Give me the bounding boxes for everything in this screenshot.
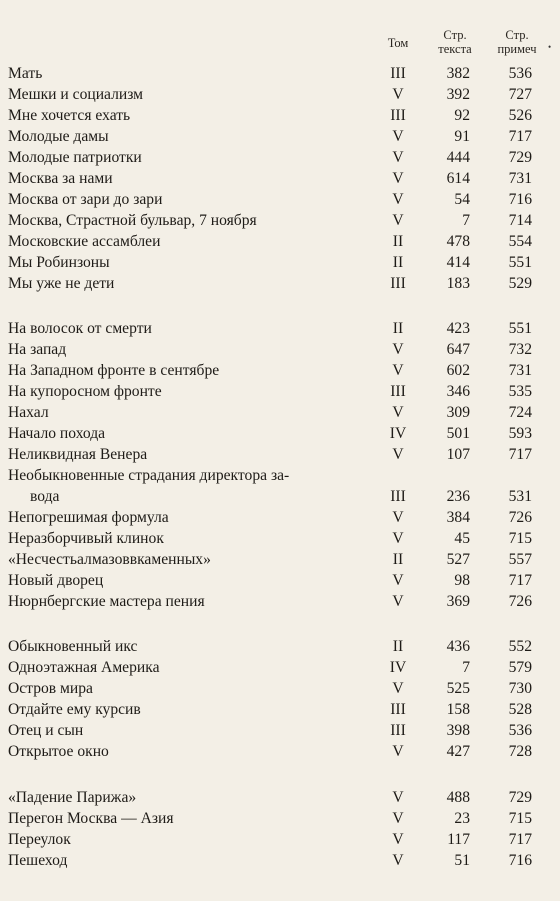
entry-volume: II [392, 551, 404, 568]
index-entry [0, 658, 560, 678]
entry-page-text: 91 [454, 128, 470, 145]
entry-volume: V [392, 86, 404, 103]
entry-page-notes: 714 [508, 212, 532, 229]
entry-title: Мешки и социализм [8, 86, 144, 103]
entry-page-text: 527 [446, 551, 470, 568]
index-entry [0, 382, 560, 402]
header-page-text-line2: текста [438, 42, 472, 56]
entry-volume: III [390, 722, 406, 739]
entry-page-notes: 729 [508, 149, 532, 166]
entry-page-text: 444 [446, 149, 470, 166]
entry-page-text: 423 [446, 320, 470, 337]
entry-title: Одноэтажная Америка [8, 659, 160, 676]
entry-page-text: 369 [446, 593, 470, 610]
entry-page-notes: 731 [508, 170, 532, 187]
entry-page-notes: 724 [508, 404, 532, 421]
entry-volume: V [392, 446, 404, 463]
entry-page-notes: 529 [508, 275, 532, 292]
entry-page-notes: 728 [508, 743, 532, 760]
entry-volume: II [392, 320, 404, 337]
entry-title: Неликвидная Венера [8, 446, 148, 463]
entry-volume: V [392, 404, 404, 421]
entry-title: Отец и сын [8, 722, 84, 739]
entry-title: Молодые патриотки [8, 149, 142, 166]
index-entry [0, 592, 560, 612]
entry-page-text: 384 [446, 509, 470, 526]
entry-page-notes: 726 [508, 509, 532, 526]
entry-volume: III [390, 107, 406, 124]
entry-title: Открытое окно [8, 743, 109, 760]
entry-title: Мне хочется ехать [8, 107, 131, 124]
entry-page-notes: 536 [508, 65, 532, 82]
entry-page-notes: 526 [508, 107, 532, 124]
entry-page-text: 398 [446, 722, 470, 739]
entry-volume: III [390, 701, 406, 718]
entry-page-notes: 717 [508, 446, 532, 463]
entry-title: Нахал [8, 404, 49, 421]
header-page-notes-line2: примеч [497, 42, 537, 56]
entry-volume: V [392, 509, 404, 526]
entry-title: Неразборчивый клинок [8, 530, 164, 547]
entry-page-notes: 727 [508, 86, 532, 103]
entry-title: Мы Робинзоны [8, 254, 110, 271]
index-entry [0, 424, 560, 444]
entry-volume: V [392, 572, 404, 589]
entry-page-text: 392 [446, 86, 470, 103]
entry-title: Мы уже не дети [8, 275, 115, 292]
entry-page-text: 647 [446, 341, 470, 358]
index-entry [0, 169, 560, 189]
header-page-text-line1: Стр. [443, 28, 467, 42]
entry-page-text: 7 [462, 659, 470, 676]
entry-page-text: 183 [446, 275, 470, 292]
entry-title: Мать [8, 65, 43, 82]
entry-volume: V [392, 341, 404, 358]
entry-volume: V [392, 530, 404, 547]
entry-page-text: 501 [446, 425, 470, 442]
entry-title: Необыкновенные страдания директора за- [8, 467, 290, 484]
header-page-text [430, 28, 480, 56]
entry-title: вода [30, 488, 60, 505]
entry-volume: III [390, 275, 406, 292]
entry-page-notes: 715 [508, 810, 532, 827]
entry-page-text: 436 [446, 638, 470, 655]
entry-title: На волосок от смерти [8, 320, 152, 337]
entry-page-notes: 536 [508, 722, 532, 739]
entry-title: Пешеход [8, 852, 68, 869]
entry-page-text: 488 [446, 789, 470, 806]
entry-page-text: 92 [454, 107, 470, 124]
entry-volume: V [392, 831, 404, 848]
index-entry [0, 700, 560, 720]
entry-page-notes: 726 [508, 593, 532, 610]
index-entry [0, 403, 560, 423]
entry-volume: V [392, 810, 404, 827]
entry-title: На запад [8, 341, 67, 358]
entry-page-notes: 717 [508, 572, 532, 589]
index-entry [0, 64, 560, 84]
entry-title: Непогрешимая формула [8, 509, 169, 526]
entry-page-text: 382 [446, 65, 470, 82]
header-page-notes-line1: Стр. [505, 28, 529, 42]
entry-page-notes: 717 [508, 831, 532, 848]
entry-title: На купоросном фронте [8, 383, 162, 400]
entry-title: «Падение Парижа» [8, 789, 137, 806]
index-entry [0, 550, 560, 570]
entry-page-notes: 715 [508, 530, 532, 547]
header-volume: Том [387, 36, 409, 50]
entry-title: Новый дворец [8, 572, 104, 589]
entry-volume: III [390, 383, 406, 400]
index-entry [0, 721, 560, 741]
index-entry [0, 679, 560, 699]
index-entry [0, 830, 560, 850]
entry-page-notes: 716 [508, 191, 532, 208]
index-entry [0, 809, 560, 829]
entry-volume: II [392, 638, 404, 655]
entry-volume: V [392, 149, 404, 166]
entry-page-notes: 579 [508, 659, 532, 676]
entry-title: Переулок [8, 831, 71, 848]
entry-page-notes: 593 [508, 425, 532, 442]
entry-page-notes: 531 [508, 488, 532, 505]
entry-page-text: 45 [454, 530, 470, 547]
entry-volume: V [392, 789, 404, 806]
entry-title: Молодые дамы [8, 128, 109, 145]
entry-volume: V [392, 212, 404, 229]
entry-page-notes: 528 [508, 701, 532, 718]
entry-title: Остров мира [8, 680, 93, 697]
entry-volume: V [392, 128, 404, 145]
entry-page-text: 23 [454, 810, 470, 827]
entry-page-notes: 551 [508, 320, 532, 337]
entry-volume: IV [389, 659, 407, 676]
index-entry [0, 253, 560, 273]
entry-page-text: 614 [446, 170, 470, 187]
index-entry [0, 571, 560, 591]
entry-volume: V [392, 852, 404, 869]
entry-volume: V [392, 593, 404, 610]
index-entry [0, 127, 560, 147]
entry-page-text: 7 [462, 212, 470, 229]
entry-page-notes: 535 [508, 383, 532, 400]
entry-page-text: 51 [454, 852, 470, 869]
entry-page-text: 346 [446, 383, 470, 400]
entry-page-text: 525 [446, 680, 470, 697]
entry-title: Обыкновенный икс [8, 638, 138, 655]
header-marker: • [548, 42, 552, 52]
index-entry [0, 106, 560, 126]
entry-page-text: 478 [446, 233, 470, 250]
index-entry [0, 637, 560, 657]
entry-page-text: 602 [446, 362, 470, 379]
entry-page-notes: 551 [508, 254, 532, 271]
index-entry [0, 340, 560, 360]
entry-page-text: 117 [447, 831, 470, 848]
entry-title: Москва от зари до зари [8, 191, 163, 208]
entry-title: Отдайте ему курсив [8, 701, 141, 718]
entry-page-text: 54 [454, 191, 470, 208]
index-entry [0, 445, 560, 465]
entry-title: Москва, Страстной бульвар, 7 ноября [8, 212, 257, 229]
entry-page-text: 427 [446, 743, 470, 760]
index-entry [0, 274, 560, 294]
entry-volume: V [392, 743, 404, 760]
entry-title: Москва за нами [8, 170, 113, 187]
entry-volume: III [390, 488, 406, 505]
entry-page-notes: 554 [508, 233, 532, 250]
entry-title: На Западном фронте в сентябре [8, 362, 220, 379]
entry-volume: V [392, 191, 404, 208]
entry-page-text: 158 [446, 701, 470, 718]
entry-volume: II [392, 254, 404, 271]
index-entry [0, 487, 560, 507]
entry-volume: IV [389, 425, 407, 442]
entry-volume: III [390, 65, 406, 82]
entry-page-text: 309 [446, 404, 470, 421]
entry-page-text: 414 [446, 254, 470, 271]
index-entry [0, 742, 560, 762]
index-entry [0, 319, 560, 339]
entry-volume: II [392, 233, 404, 250]
entry-volume: V [392, 680, 404, 697]
index-entry [0, 85, 560, 105]
entry-page-text: 236 [446, 488, 470, 505]
entry-page-notes: 732 [508, 341, 532, 358]
index-entry [0, 190, 560, 210]
index-entry [0, 211, 560, 231]
entry-title: Московские ассамблеи [8, 233, 161, 250]
entry-page-text: 98 [454, 572, 470, 589]
index-entry [0, 788, 560, 808]
index-entry [0, 232, 560, 252]
entry-page-notes: 716 [508, 852, 532, 869]
entry-volume: V [392, 170, 404, 187]
entry-page-notes: 717 [508, 128, 532, 145]
index-entry [0, 529, 560, 549]
entry-page-notes: 730 [508, 680, 532, 697]
entry-title: Начало похода [8, 425, 106, 442]
entry-page-notes: 729 [508, 789, 532, 806]
entry-page-text: 107 [446, 446, 470, 463]
entry-title: «Несчестьалмазоввкаменных» [8, 551, 211, 568]
entry-volume: V [392, 362, 404, 379]
index-entry [0, 361, 560, 381]
entry-page-notes: 731 [508, 362, 532, 379]
entry-title: Перегон Москва — Азия [8, 810, 174, 827]
header-page-notes [485, 28, 552, 56]
index-entry [0, 508, 560, 528]
index-entry [0, 148, 560, 168]
index-entry [0, 851, 560, 871]
entry-title: Нюрнбергские мастера пения [8, 593, 205, 610]
entry-page-notes: 552 [508, 638, 532, 655]
index-entry [0, 466, 560, 486]
entry-page-notes: 557 [508, 551, 532, 568]
